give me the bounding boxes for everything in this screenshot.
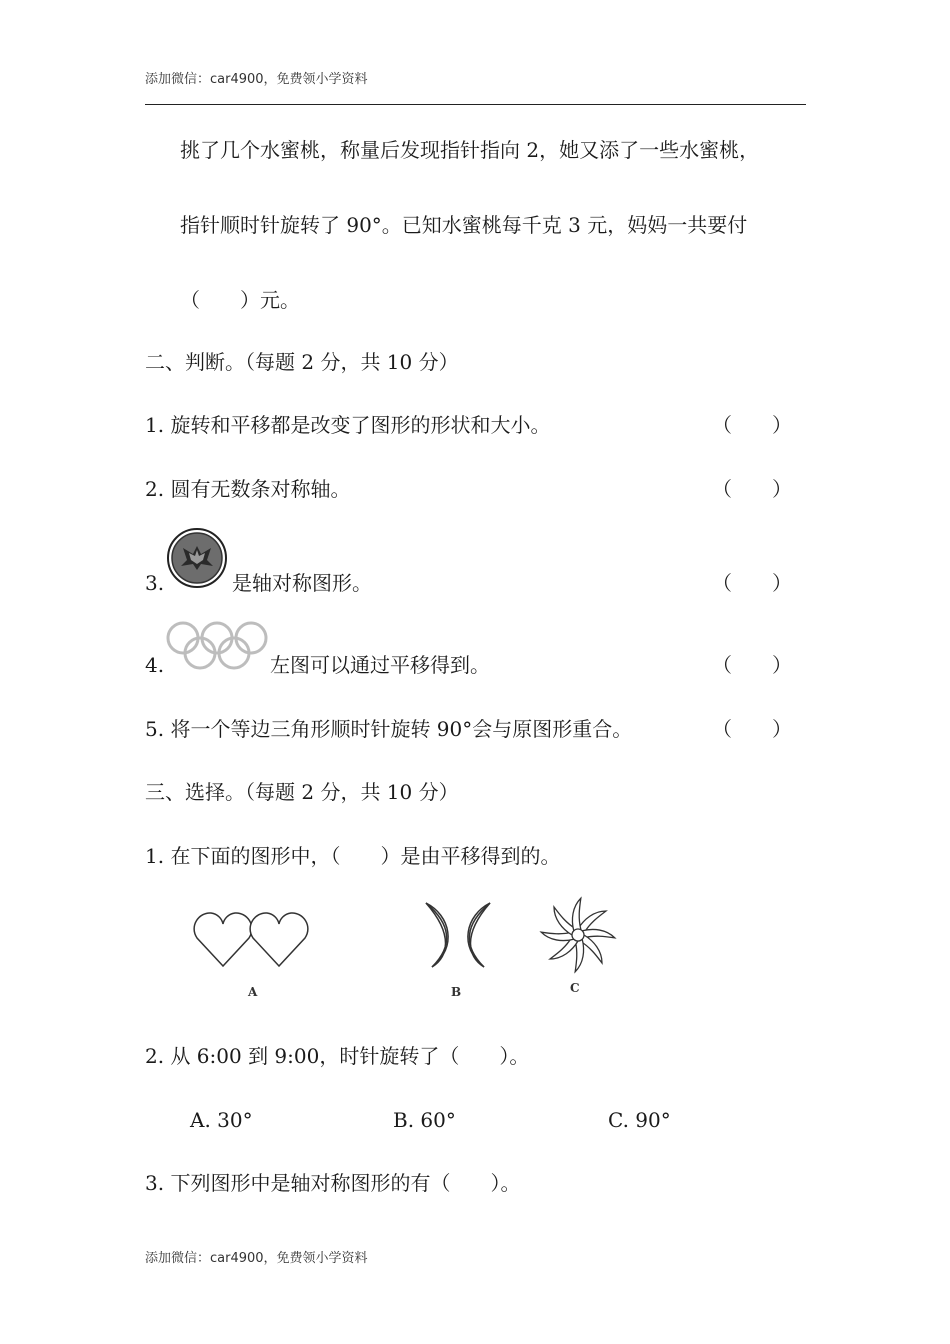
judge-item-2-answer[interactable]: （ ） [712, 477, 792, 501]
judge-item-3-answer[interactable]: （ ） [712, 571, 792, 595]
judge-item-1-num: 1. [145, 413, 165, 437]
judge-item-5-text: 将一个等边三角形顺时针旋转 90°会与原图形重合。 [170, 717, 633, 741]
pinwheel-figure [544, 901, 612, 969]
section2-title: 二、判断。（每题 2 分，共 10 分） [145, 350, 459, 374]
choice-q2-option-c[interactable]: C. 90° [608, 1108, 671, 1132]
hearts-figure [193, 910, 309, 968]
section3-title: 三、选择。（每题 2 分，共 10 分） [145, 780, 459, 804]
judge-item-1-answer[interactable]: （ ） [712, 413, 792, 437]
judge-item-3-text: 是轴对称图形。 [232, 571, 372, 595]
page-footer: 添加微信：car4900，免费领小学资料 [145, 1251, 368, 1266]
judge-item-1 [145, 412, 550, 438]
choice-label-c[interactable]: C [570, 981, 580, 995]
judge-item-4-text: 左图可以通过平移得到。 [270, 653, 490, 677]
intro-line-2: 指针顺时针旋转了 90°。已知水蜜桃每千克 3 元，妈妈一共要付 [180, 213, 748, 237]
judge-item-5-answer[interactable]: （ ） [712, 717, 792, 741]
intro-line-3: （ ）元。 [180, 288, 300, 312]
judge-item-4-answer[interactable]: （ ） [712, 653, 792, 677]
intro-line-1: 挑了几个水蜜桃，称量后发现指针指向 2，她又添了一些水蜜桃， [180, 138, 760, 162]
choice-q3-text: 3. 下列图形中是轴对称图形的有（ ）。 [145, 1171, 521, 1195]
choice-q2-text: 2. 从 6:00 到 9:00，时针旋转了（ ）。 [145, 1044, 530, 1068]
choice-label-a[interactable]: A [248, 985, 258, 999]
judge-item-5-num: 5. [145, 717, 165, 741]
judge-item-4-num: 4. [145, 653, 165, 677]
choice-q1-text: 1. 在下面的图形中，（ ）是由平移得到的。 [145, 844, 561, 868]
choice-q2-option-a[interactable]: A. 30° [190, 1108, 253, 1132]
header-divider [145, 104, 806, 105]
choice-label-b[interactable]: B [451, 985, 462, 999]
choice-q2-option-b[interactable]: B. 60° [393, 1108, 456, 1132]
olympic-rings-figure [165, 620, 269, 672]
judge-item-2 [145, 476, 350, 502]
judge-item-1-text: 旋转和平移都是改变了图形的形状和大小。 [170, 413, 551, 437]
judge-item-2-num: 2. [145, 477, 165, 501]
judge-item-2-text: 圆有无数条对称轴。 [170, 477, 351, 501]
crescents-figure [424, 901, 492, 969]
judge-item-3-num: 3. [145, 571, 165, 595]
emblem-figure [167, 528, 227, 588]
judge-item-5 [145, 716, 632, 742]
page-header: 添加微信：car4900，免费领小学资料 [145, 72, 368, 87]
